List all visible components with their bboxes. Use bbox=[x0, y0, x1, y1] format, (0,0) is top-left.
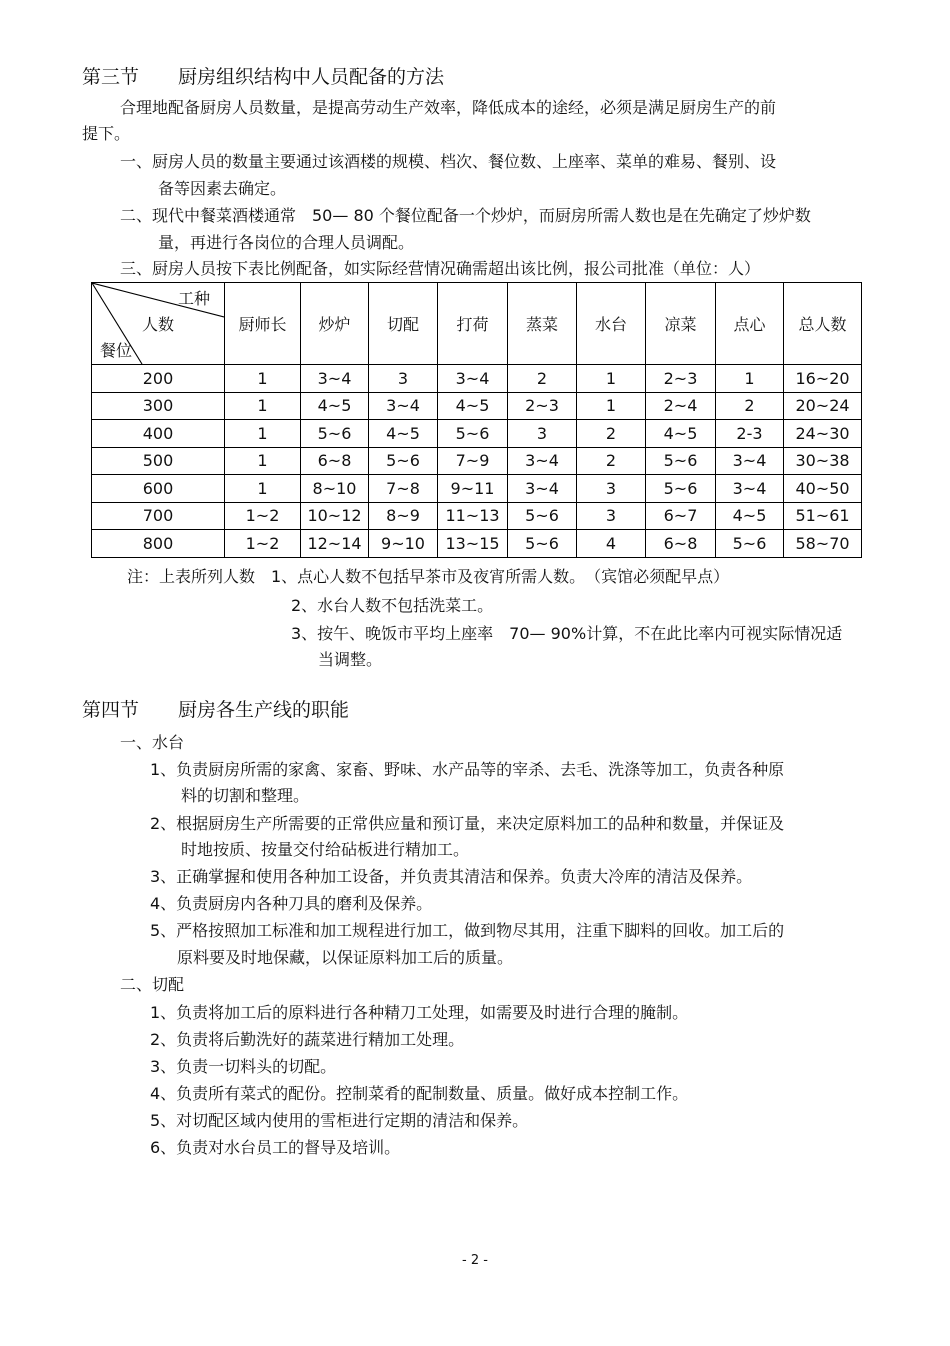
table-cell: 5~6 bbox=[646, 475, 716, 503]
header-cell: 炒炉 bbox=[301, 283, 369, 365]
list-item: 4、负责所有菜式的配份。控制菜肴的配制数量、质量。做好成本控制工作。 bbox=[150, 1084, 689, 1103]
table-cell: 1~2 bbox=[225, 502, 301, 530]
table-cell: 2-3 bbox=[716, 420, 784, 448]
list-item-continuation: 料的切割和整理。 bbox=[181, 786, 310, 805]
table-cell: 1 bbox=[716, 365, 784, 393]
header-cell: 总人数 bbox=[784, 283, 862, 365]
table-cell: 5~6 bbox=[438, 420, 508, 448]
table-header-row bbox=[92, 283, 862, 365]
table-cell: 5~6 bbox=[508, 530, 577, 558]
table-cell: 2~4 bbox=[646, 392, 716, 420]
section3-heading bbox=[82, 66, 444, 89]
table-row bbox=[92, 365, 862, 393]
section3-item1-line2: 备等因素去确定。 bbox=[158, 179, 287, 198]
list-item-continuation: 时地按质、按量交付给砧板进行精加工。 bbox=[181, 840, 470, 859]
table-cell: 3~4 bbox=[508, 447, 577, 475]
list-item: 1、负责将加工后的原料进行各种精刀工处理，如需要及时进行合理的腌制。 bbox=[150, 1003, 689, 1022]
table-row bbox=[92, 530, 862, 558]
table-cell: 5~6 bbox=[369, 447, 438, 475]
table-row bbox=[92, 502, 862, 530]
table-cell: 16~20 bbox=[784, 365, 862, 393]
section3-item2-line1: 二、现代中餐菜酒楼通常 50— 80 个餐位配备一个炒炉，而厨房所需人数也是在先确定了炒炉数 bbox=[120, 206, 811, 225]
table-cell: 5~6 bbox=[646, 447, 716, 475]
section3-heading-title: 厨房组织结构中人员配备的方法 bbox=[178, 66, 445, 88]
list-item: 2、负责将后勤洗好的蔬菜进行精加工处理。 bbox=[150, 1030, 465, 1049]
table-cell: 3 bbox=[577, 502, 646, 530]
table-cell: 6~8 bbox=[646, 530, 716, 558]
list-item: 1、负责厨房所需的家禽、家畜、野味、水产品等的宰杀、去毛、洗涤等加工，负责各种原 bbox=[150, 760, 785, 779]
table-cell: 1 bbox=[577, 365, 646, 393]
table-cell: 500 bbox=[92, 447, 225, 475]
table-row bbox=[92, 447, 862, 475]
section4-heading bbox=[82, 699, 349, 722]
section3-heading-number: 第三节 bbox=[82, 66, 140, 88]
corner-label-type: 工种 bbox=[178, 289, 211, 308]
table-cell: 2 bbox=[508, 365, 577, 393]
table-cell: 3~4 bbox=[508, 475, 577, 503]
table-cell: 7~9 bbox=[438, 447, 508, 475]
header-cell: 打荷 bbox=[438, 283, 508, 365]
list-item: 4、负责厨房内各种刀具的磨利及保养。 bbox=[150, 894, 433, 913]
table-cell: 2~3 bbox=[646, 365, 716, 393]
staffing-table bbox=[91, 282, 862, 558]
corner-label-seats: 餐位 bbox=[100, 341, 133, 360]
table-cell: 13~15 bbox=[438, 530, 508, 558]
page-number: - 2 - bbox=[462, 1253, 488, 1268]
section4-subheading-2: 二、切配 bbox=[120, 975, 185, 994]
header-cell: 蒸菜 bbox=[508, 283, 577, 365]
corner-label-count: 人数 bbox=[142, 315, 175, 334]
table-cell: 1~2 bbox=[225, 530, 301, 558]
table-cell: 200 bbox=[92, 365, 225, 393]
header-cell: 厨师长 bbox=[225, 283, 301, 365]
table-cell: 9~10 bbox=[369, 530, 438, 558]
table-cell: 4~5 bbox=[301, 392, 369, 420]
table-cell: 11~13 bbox=[438, 502, 508, 530]
section3-item1-line1: 一、厨房人员的数量主要通过该酒楼的规模、档次、餐位数、上座率、菜单的难易、餐别、设 bbox=[120, 152, 777, 171]
table-row bbox=[92, 475, 862, 503]
list-item: 2、根据厨房生产所需要的正常供应量和预订量，来决定原料加工的品种和数量，并保证及 bbox=[150, 814, 785, 833]
table-cell: 30~38 bbox=[784, 447, 862, 475]
header-cell: 点心 bbox=[716, 283, 784, 365]
header-cell: 凉菜 bbox=[646, 283, 716, 365]
table-cell: 2 bbox=[577, 420, 646, 448]
table-cell: 300 bbox=[92, 392, 225, 420]
table-cell: 1 bbox=[225, 447, 301, 475]
table-corner-cell bbox=[92, 283, 225, 365]
table-cell: 3~4 bbox=[716, 475, 784, 503]
table-cell: 40~50 bbox=[784, 475, 862, 503]
list-item: 5、严格按照加工标准和加工规程进行加工，做到物尽其用，注重下脚料的回收。加工后的 bbox=[150, 921, 785, 940]
table-cell: 7~8 bbox=[369, 475, 438, 503]
table-cell: 3~4 bbox=[438, 365, 508, 393]
table-cell: 3~4 bbox=[369, 392, 438, 420]
table-cell: 8~10 bbox=[301, 475, 369, 503]
table-cell: 1 bbox=[225, 365, 301, 393]
table-cell: 5~6 bbox=[716, 530, 784, 558]
table-cell: 2 bbox=[577, 447, 646, 475]
table-cell: 3 bbox=[508, 420, 577, 448]
list-item-continuation: 原料要及时地保藏，以保证原料加工后的质量。 bbox=[177, 948, 514, 967]
table-note-3-line1: 3、按午、晚饭市平均上座率 70— 90%计算，不在此比率内可视实际情况适 bbox=[291, 624, 843, 643]
table-row bbox=[92, 392, 862, 420]
table-cell: 4~5 bbox=[369, 420, 438, 448]
table-cell: 24~30 bbox=[784, 420, 862, 448]
table-cell: 5~6 bbox=[301, 420, 369, 448]
table-cell: 4~5 bbox=[716, 502, 784, 530]
table-cell: 5~6 bbox=[508, 502, 577, 530]
table-cell: 1 bbox=[225, 475, 301, 503]
table-cell: 1 bbox=[577, 392, 646, 420]
table-cell: 1 bbox=[225, 392, 301, 420]
table-note-2: 2、水台人数不包括洗菜工。 bbox=[291, 596, 494, 615]
table-row bbox=[92, 420, 862, 448]
section4-heading-title: 厨房各生产线的职能 bbox=[178, 699, 350, 721]
table-note-1: 注：上表所列人数 1、点心人数不包括早茶市及夜宵所需人数。 （宾馆必须配早点） bbox=[127, 567, 730, 586]
table-cell: 51~61 bbox=[784, 502, 862, 530]
table-cell: 3~4 bbox=[301, 365, 369, 393]
table-cell: 3 bbox=[369, 365, 438, 393]
table-cell: 10~12 bbox=[301, 502, 369, 530]
list-item: 3、负责一切料头的切配。 bbox=[150, 1057, 337, 1076]
table-cell: 400 bbox=[92, 420, 225, 448]
section3-intro-line2: 提下。 bbox=[82, 124, 131, 143]
section3-item2-line2: 量，再进行各岗位的合理人员调配。 bbox=[158, 233, 415, 252]
table-cell: 9~11 bbox=[438, 475, 508, 503]
list-item: 6、负责对水台员工的督导及培训。 bbox=[150, 1138, 401, 1157]
table-cell: 12~14 bbox=[301, 530, 369, 558]
table-cell: 800 bbox=[92, 530, 225, 558]
table-cell: 3 bbox=[577, 475, 646, 503]
table-cell: 4~5 bbox=[646, 420, 716, 448]
section4-heading-number: 第四节 bbox=[82, 699, 140, 721]
header-cell: 切配 bbox=[369, 283, 438, 365]
table-cell: 58~70 bbox=[784, 530, 862, 558]
section4-subheading-1: 一、水台 bbox=[120, 733, 185, 752]
table-cell: 4~5 bbox=[438, 392, 508, 420]
section3-intro-line1: 合理地配备厨房人员数量，是提高劳动生产效率，降低成本的途经，必须是满足厨房生产的前 bbox=[120, 98, 777, 117]
table-note-3-line2: 当调整。 bbox=[318, 650, 383, 669]
table-cell: 2 bbox=[716, 392, 784, 420]
table-cell: 700 bbox=[92, 502, 225, 530]
section3-item3: 三、厨房人员按下表比例配备，如实际经营情况确需超出该比例，报公司批准（单位：人） bbox=[120, 259, 761, 278]
table-cell: 3~4 bbox=[716, 447, 784, 475]
table-cell: 2~3 bbox=[508, 392, 577, 420]
table-cell: 4 bbox=[577, 530, 646, 558]
list-item: 5、对切配区域内使用的雪柜进行定期的清洁和保养。 bbox=[150, 1111, 529, 1130]
table-cell: 600 bbox=[92, 475, 225, 503]
table-cell: 1 bbox=[225, 420, 301, 448]
table-cell: 8~9 bbox=[369, 502, 438, 530]
header-cell: 水台 bbox=[577, 283, 646, 365]
table-cell: 6~8 bbox=[301, 447, 369, 475]
table-cell: 6~7 bbox=[646, 502, 716, 530]
table-cell: 20~24 bbox=[784, 392, 862, 420]
list-item: 3、正确掌握和使用各种加工设备，并负责其清洁和保养。负责大冷库的清洁及保养。 bbox=[150, 867, 753, 886]
